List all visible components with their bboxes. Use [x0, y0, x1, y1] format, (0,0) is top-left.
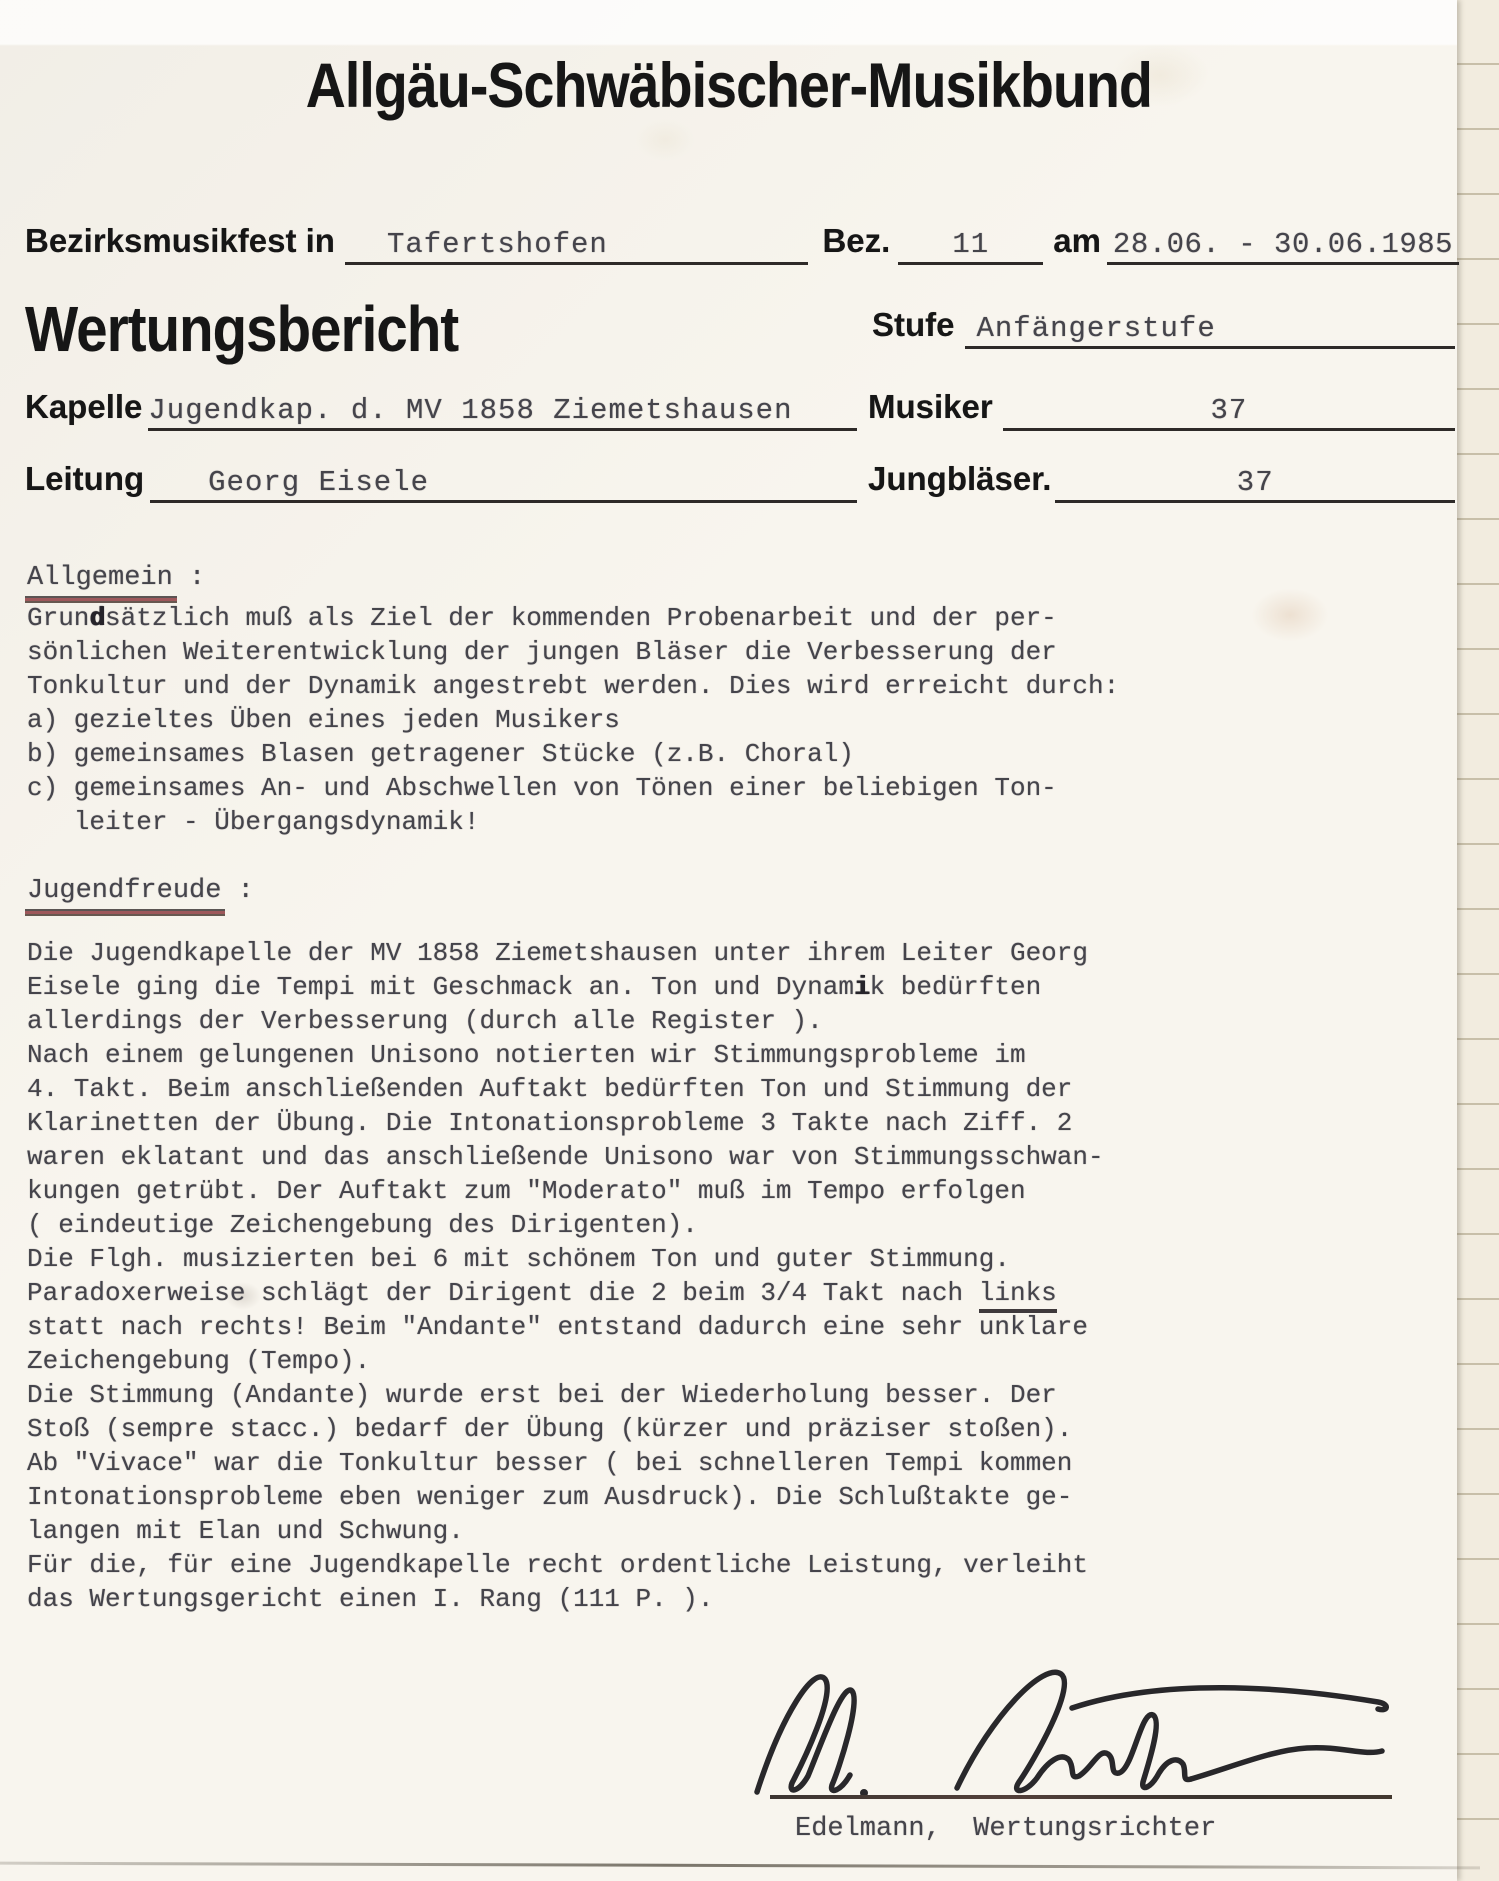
junior-row [868, 460, 1455, 503]
text-line: a) gezieltes Üben eines jeden Musikers [27, 705, 620, 735]
section-allgemein [27, 561, 1459, 839]
section-heading: Jugendfreude [27, 876, 222, 906]
junior-label: Jungbläser. [868, 460, 1052, 497]
text-line: Stoß (sempre stacc.) bedarf der Übung (kürzer und präziser stoßen). [27, 1414, 1073, 1444]
signature-typed-name: Edelmann, Wertungsrichter [795, 1814, 1217, 1844]
section-body [27, 936, 1459, 1616]
text-line: Die Flgh. musizierten bei 6 mit schönem Ton und guter Stimmung. [27, 1244, 1010, 1274]
text-line: leiter - Übergangsdynamik! [27, 807, 480, 837]
junior-value: 37 [1055, 466, 1455, 503]
level-value: Anfängerstufe [965, 312, 1456, 349]
association-title [0, 50, 1457, 122]
conductor-row [25, 460, 857, 503]
musicians-row [868, 388, 1455, 431]
text-line: ( eindeutige Zeichengebung des Dirigenten). [27, 1210, 698, 1240]
district-label: Bez. [822, 222, 891, 259]
conductor-label: Leitung [25, 460, 145, 497]
text-line: 4. Takt. Beim anschließenden Auftakt bedürften Ton und Stimmung der [27, 1074, 1073, 1104]
signature-line [770, 1795, 1392, 1799]
conductor-value: Georg Eisele [150, 466, 857, 503]
text-line: Nach einem gelungenen Unisono notierten wir Stimmungsprobleme im [27, 1040, 1026, 1070]
handwritten-signature [742, 1652, 1402, 1802]
text-line: kungen getrübt. Der Auftakt zum "Moderato" muß im Tempo erfolgen [27, 1176, 1026, 1206]
musicians-label: Musiker [868, 388, 993, 425]
event-value: Tafertshofen [345, 228, 808, 265]
text-line: statt nach rechts! Beim "Andante" entstand dadurch eine sehr unklare [27, 1312, 1088, 1342]
text-line: Intonationsprobleme eben weniger zum Ausdruck). Die Schlußtakte ge- [27, 1482, 1073, 1512]
text-line: Die Stimmung (Andante) wurde erst bei der Wiederholung besser. Der [27, 1380, 1057, 1410]
section-heading-colon: : [189, 563, 206, 593]
band-label: Kapelle [25, 388, 143, 425]
text-line: b) gemeinsames Blasen getragener Stücke (z.B. Choral) [27, 739, 854, 769]
musicians-value: 37 [1003, 394, 1455, 431]
event-label: Bezirksmusikfest in [25, 222, 335, 259]
event-row [25, 222, 1459, 265]
text-line: Zeichengebung (Tempo). [27, 1346, 371, 1376]
date-label: am [1053, 222, 1101, 259]
section-jugendfreude [27, 874, 1459, 1616]
text-line: langen mit Elan und Schwung. [27, 1516, 464, 1546]
text-line: waren eklatant und das anschließende Unisono war von Stimmungsschwan- [27, 1142, 1104, 1172]
association-title-text: Allgäu-Schwäbischer-Musikbund [305, 51, 1152, 121]
text-line: das Wertungsgericht einen I. Rang (111 P. ). [27, 1584, 714, 1614]
level-label: Stufe [872, 306, 955, 343]
text-line: Grundsätzlich muß als Ziel der kommenden Probenarbeit und der per- [27, 603, 1057, 633]
text-line: Für die, für eine Jugendkapelle recht ordentliche Leistung, verleiht [27, 1550, 1088, 1580]
text-line: c) gemeinsames An- und Abschwellen von Tönen einer beliebigen Ton- [27, 773, 1057, 803]
date-value: 28.06. - 30.06.1985 [1107, 228, 1459, 265]
text-line: allerdings der Verbesserung (durch alle Register ). [27, 1006, 823, 1036]
district-value: 11 [898, 228, 1043, 265]
band-row [25, 388, 857, 431]
text-line: Paradoxerweise schlägt der Dirigent die 2 beim 3/4 Takt nach links [27, 1276, 1459, 1310]
band-value: Jugendkap. d. MV 1858 Ziemetshausen [148, 394, 857, 431]
text-line: Eisele ging die Tempi mit Geschmack an. Ton und Dynamik bedürften [27, 972, 1042, 1002]
section-body [27, 601, 1459, 839]
section-heading-row [27, 874, 1459, 908]
level-row [872, 306, 1455, 349]
section-heading: Allgemein [27, 563, 173, 593]
text-line: Die Jugendkapelle der MV 1858 Ziemetshausen unter ihrem Leiter Georg [27, 938, 1088, 968]
report-title [25, 292, 517, 366]
text-line: Klarinetten der Übung. Die Intonationsprobleme 3 Takte nach Ziff. 2 [27, 1108, 1073, 1138]
text-line: Tonkultur und der Dynamik angestrebt werden. Dies wird erreicht durch: [27, 671, 1120, 701]
text-line: sönlichen Weiterentwicklung der jungen Bläser die Verbesserung der [27, 637, 1057, 667]
section-heading-colon: : [237, 876, 254, 906]
report-title-text: Wertungsbericht [25, 293, 459, 365]
report-body [27, 561, 1459, 1616]
text-line: Ab "Vivace" war die Tonkultur besser ( bei schnelleren Tempi kommen [27, 1448, 1073, 1478]
section-heading-row [27, 561, 1459, 595]
